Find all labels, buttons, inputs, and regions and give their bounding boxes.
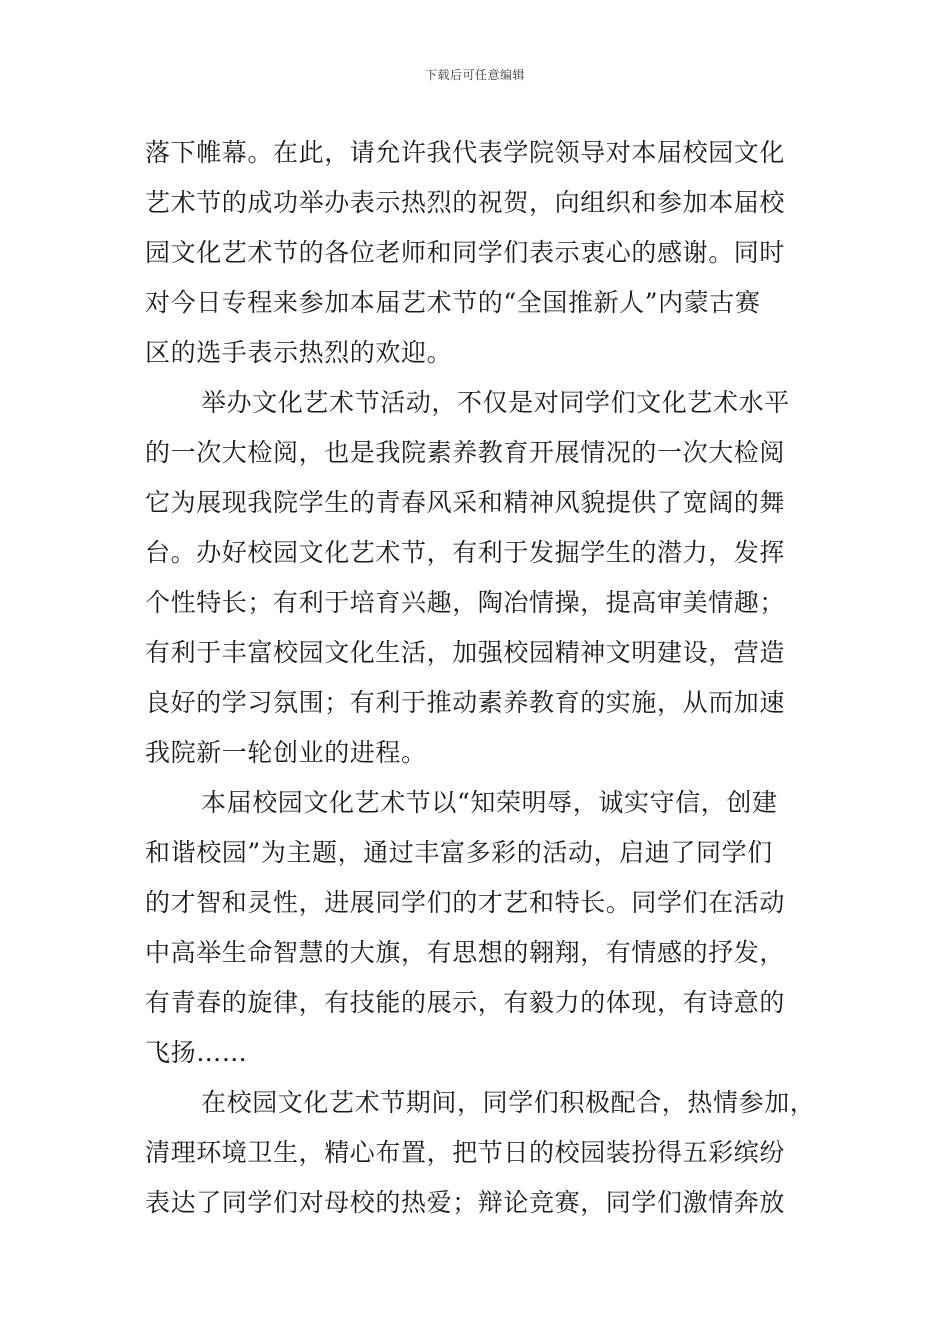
text-line: 举办文化艺术节活动，不仅是对同学们文化艺术水平 [201, 388, 790, 417]
text-line: 在校园文化艺术节期间，同学们积极配合，热情参加， [201, 1088, 816, 1117]
text-line: 有青春的旋律，有技能的展示，有毅力的体现，有诗意的 [145, 988, 786, 1017]
text-line: 我院新一轮创业的进程。 [145, 738, 427, 767]
text-line: 它为展现我院学生的青春风采和精神风貌提供了宽阔的舞 [145, 488, 786, 517]
text-line: 和谐校园”为主题，通过丰富多彩的活动，启迪了同学们 [145, 838, 773, 867]
text-line: 的才智和灵性，进展同学们的才艺和特长。同学们在活动 [145, 888, 786, 917]
body-text [145, 128, 816, 1228]
text-line: 台。办好校园文化艺术节，有利于发掘学生的潜力，发挥 [145, 538, 786, 567]
text-line: 落下帷幕。在此，请允许我代表学院领导对本届校园文化 [145, 138, 786, 167]
text-line: 中高举生命智慧的大旗，有思想的翱翔，有情感的抒发， [145, 938, 786, 967]
text-line: 良好的学习氛围；有利于推动素养教育的实施，从而加速 [145, 688, 786, 717]
text-line: 清理环境卫生，精心布置，把节日的校园装扮得五彩缤纷 [145, 1138, 786, 1167]
text-line: 表达了同学们对母校的热爱；辩论竞赛，同学们激情奔放 [145, 1188, 786, 1217]
text-line: 区的选手表示热烈的欢迎。 [145, 338, 453, 367]
text-line: 本届校园文化艺术节以“知荣明辱，诚实守信，创建 [201, 788, 778, 817]
text-line: 园文化艺术节的各位老师和同学们表示衷心的感谢。同时 [145, 238, 786, 267]
text-line: 飞扬…… [145, 1038, 248, 1067]
text-line: 有利于丰富校园文化生活，加强校园精神文明建设，营造 [145, 638, 786, 667]
text-line: 个性特长；有利于培育兴趣，陶冶情操，提高审美情趣； [145, 588, 786, 617]
text-line: 艺术节的成功举办表示热烈的祝贺，向组织和参加本届校 [145, 188, 786, 217]
page-header: 下载后可任意编辑 [424, 68, 525, 82]
text-line: 的一次大检阅，也是我院素养教育开展情况的一次大检阅 [145, 438, 786, 467]
text-line: 对今日专程来参加本届艺术节的“全国推新人”内蒙古赛 [145, 288, 761, 317]
